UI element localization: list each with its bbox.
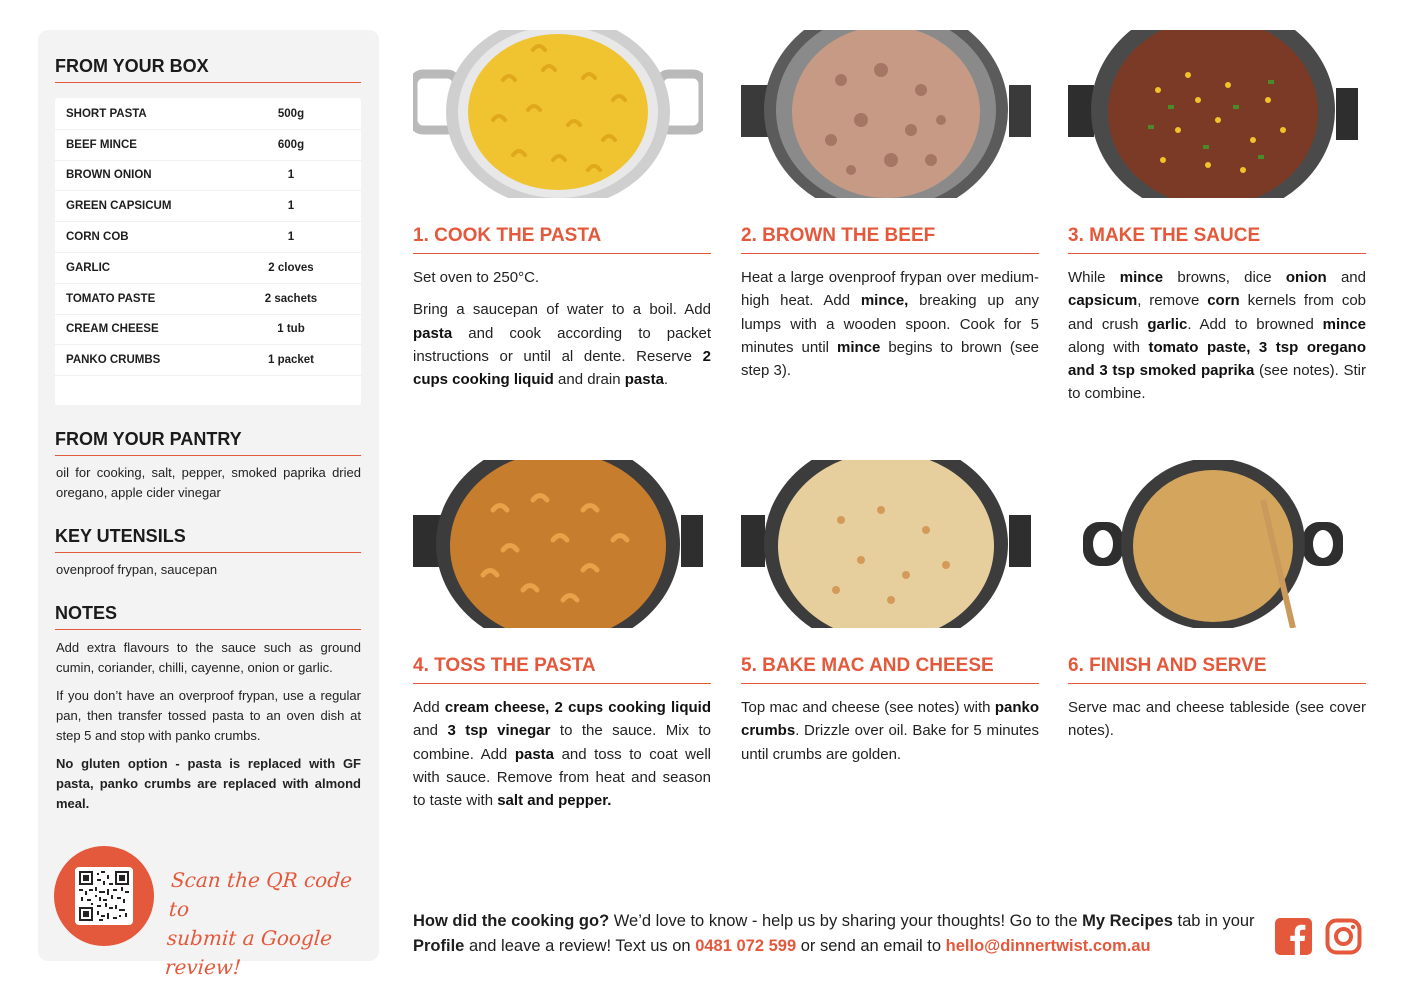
step-6-body <box>1068 696 1366 752</box>
ingredients-table <box>55 98 361 405</box>
step-4-title: 4. TOSS THE PASTA <box>413 655 711 684</box>
ingredient: salt and pepper. <box>497 792 612 810</box>
ingredient-qty: 1 packet <box>267 354 315 367</box>
ingredient-name: CREAM CHEESE <box>66 323 159 336</box>
ingredient: tomato paste, 3 tsp oregano and 3 tsp smoked paprika <box>1068 338 1366 380</box>
text: and leave a review! Text us on <box>464 937 696 955</box>
facebook-icon[interactable] <box>1275 918 1312 955</box>
ingredient: corn <box>1207 292 1240 310</box>
qr-code-icon <box>75 867 133 925</box>
utensils-heading: KEY UTENSILS <box>55 526 361 553</box>
table-row <box>55 130 361 161</box>
pantry-text: oil for cooking, salt, pepper, smoked paprika dried oregano, apple cider vinegar <box>56 465 361 500</box>
step-3-paragraph <box>1068 266 1366 406</box>
step-3-photo <box>1068 30 1358 198</box>
text: . <box>663 371 669 389</box>
step-1-paragraph <box>413 298 711 391</box>
text: and <box>1326 269 1366 286</box>
step-6-photo <box>1068 460 1358 628</box>
step-6-paragraph: Serve mac and cheese tableside (see cover notes). <box>1068 699 1366 740</box>
ingredient-qty: 1 <box>287 200 295 213</box>
step-4-body <box>413 696 711 821</box>
text: or send an email to <box>796 937 946 955</box>
footer-message <box>413 909 1263 959</box>
table-row <box>55 161 361 192</box>
ingredient-qty: 2 cloves <box>268 261 314 274</box>
step-3-title: 3. MAKE THE SAUCE <box>1068 225 1366 254</box>
ingredient: panko crumbs <box>741 699 1039 740</box>
step-2-photo <box>741 30 1031 198</box>
text: We’d love to know - help us by sharing your thoughts! Go to the <box>609 912 1083 930</box>
table-row <box>55 222 361 253</box>
text: breaking up any lumps with a wooden spoon. Cook for 5 minutes until <box>741 292 1039 356</box>
pantry-heading: FROM YOUR PANTRY <box>55 429 361 456</box>
ingredient: mince <box>837 338 881 356</box>
qr-badge[interactable] <box>54 846 154 946</box>
ingredient: cream cheese, 2 cups cooking liquid <box>444 699 712 716</box>
text: kernels from cob and crush <box>1068 292 1366 333</box>
ingredient-name: GREEN CAPSICUM <box>66 200 172 213</box>
text: and drain <box>553 371 625 389</box>
step-5-photo <box>741 460 1031 628</box>
table-row <box>55 253 361 284</box>
notes-heading: NOTES <box>55 603 361 630</box>
text: and toss to coat well with sauce. Remove from heat and season to taste with <box>413 745 711 810</box>
table-row <box>55 284 361 315</box>
table-row <box>55 315 361 346</box>
ingredient: pasta <box>514 745 555 763</box>
text: (see notes). Stir to combine. <box>1068 362 1366 403</box>
text: along with <box>1068 338 1149 356</box>
step-6-title: 6. FINISH AND SERVE <box>1068 655 1366 684</box>
ingredient-name: PANKO CRUMBS <box>66 354 161 367</box>
ingredient-qty: 1 <box>287 169 295 182</box>
ingredient-name: BROWN ONION <box>66 169 152 182</box>
text: to the sauce. Mix to combine. Add <box>413 722 711 763</box>
qr-caption-line-2: submit a Google review! <box>164 926 333 979</box>
step-2-title: 2. BROWN THE BEEF <box>741 225 1039 254</box>
ingredient-qty: 500g <box>277 107 305 120</box>
sidebar <box>38 30 379 979</box>
step-4-photo <box>413 460 703 628</box>
ingredient: mince, <box>860 292 909 310</box>
utensils-text: ovenproof frypan, saucepan <box>56 562 218 577</box>
ingredient: mince <box>1322 315 1366 333</box>
table-row <box>55 99 361 130</box>
text: . Add to browned <box>1187 315 1323 333</box>
qr-caption-line-1: Scan the QR code to <box>168 868 353 921</box>
ingredient: 3 tsp vinegar <box>447 722 551 740</box>
text: Add <box>413 699 445 716</box>
ingredient-name: CORN COB <box>66 231 129 244</box>
note-3: No gluten option - pasta is replaced with GF pasta, panko crumbs are replaced with almond meal. <box>56 756 361 811</box>
text: browns, dice <box>1163 269 1286 286</box>
ingredient-qty: 600g <box>277 138 305 151</box>
ingredient: onion <box>1285 269 1327 286</box>
qr-caption <box>164 866 372 982</box>
ingredient-qty: 1 tub <box>277 323 305 336</box>
text: Bring a saucepan of water to a boil. Add <box>413 301 711 319</box>
table-row <box>55 191 361 222</box>
ingredient: mince <box>1119 269 1164 286</box>
step-1-line-1: Set oven to 250°C. <box>413 269 540 286</box>
ingredient-name: GARLIC <box>66 261 111 274</box>
footer-question: How did the cooking go? <box>413 912 610 930</box>
ingredient: capsicum <box>1068 292 1138 310</box>
step-5-title: 5. BAKE MAC AND CHEESE <box>741 655 1039 684</box>
step-4-paragraph <box>413 696 711 812</box>
step-2-body <box>741 266 1039 391</box>
ingredient-qty: 2 sachets <box>264 292 318 305</box>
text: tab in your <box>1172 912 1255 930</box>
table-row <box>55 345 361 376</box>
step-3-body <box>1068 266 1366 415</box>
text: . Drizzle over oil. Bake for 5 minutes until crumbs are golden. <box>741 722 1039 763</box>
note-1: Add extra flavours to the sauce such as ground cumin, coriander, chilli, cayenne, onion or garlic. <box>56 640 361 675</box>
step-1-photo <box>413 30 703 198</box>
ingredient: garlic <box>1147 315 1188 333</box>
step-1-body <box>413 266 711 400</box>
note-2: If you don’t have an overproof frypan, use a regular pan, then transfer tossed pasta to an oven dish at step 5 and stop with panko crumbs. <box>56 688 361 743</box>
text: While <box>1068 269 1120 286</box>
phone-link[interactable]: 0481 072 599 <box>695 937 797 955</box>
email-link[interactable]: hello@dinnertwist.com.au <box>945 937 1151 955</box>
ingredient: 2 cups cooking liquid <box>413 347 711 389</box>
step-5-body <box>741 696 1039 775</box>
text: and cook according to packet instructions or until al dente. Reserve <box>413 324 711 365</box>
profile-link[interactable]: Profile <box>413 937 465 955</box>
instagram-icon[interactable] <box>1325 918 1362 955</box>
step-5-paragraph <box>741 696 1039 766</box>
step-2-paragraph <box>741 266 1039 382</box>
step-1-title: 1. COOK THE PASTA <box>413 225 711 254</box>
my-recipes-link[interactable]: My Recipes <box>1082 912 1173 930</box>
ingredient: pasta <box>413 324 453 342</box>
text: , remove <box>1137 292 1208 310</box>
ingredient-qty: 1 <box>287 231 295 244</box>
text: begins to brown (see step 3). <box>741 338 1040 380</box>
ingredient-name: TOMATO PASTE <box>66 292 156 305</box>
ingredient-name: SHORT PASTA <box>66 107 147 120</box>
ingredient-name: BEEF MINCE <box>66 138 137 151</box>
text: and <box>413 722 448 740</box>
text: Heat a large ovenproof frypan over medium-high heat. Add <box>741 269 1039 310</box>
text: Top mac and cheese (see notes) with <box>741 699 995 716</box>
ingredient: pasta <box>624 371 664 389</box>
box-heading: FROM YOUR BOX <box>55 56 361 83</box>
